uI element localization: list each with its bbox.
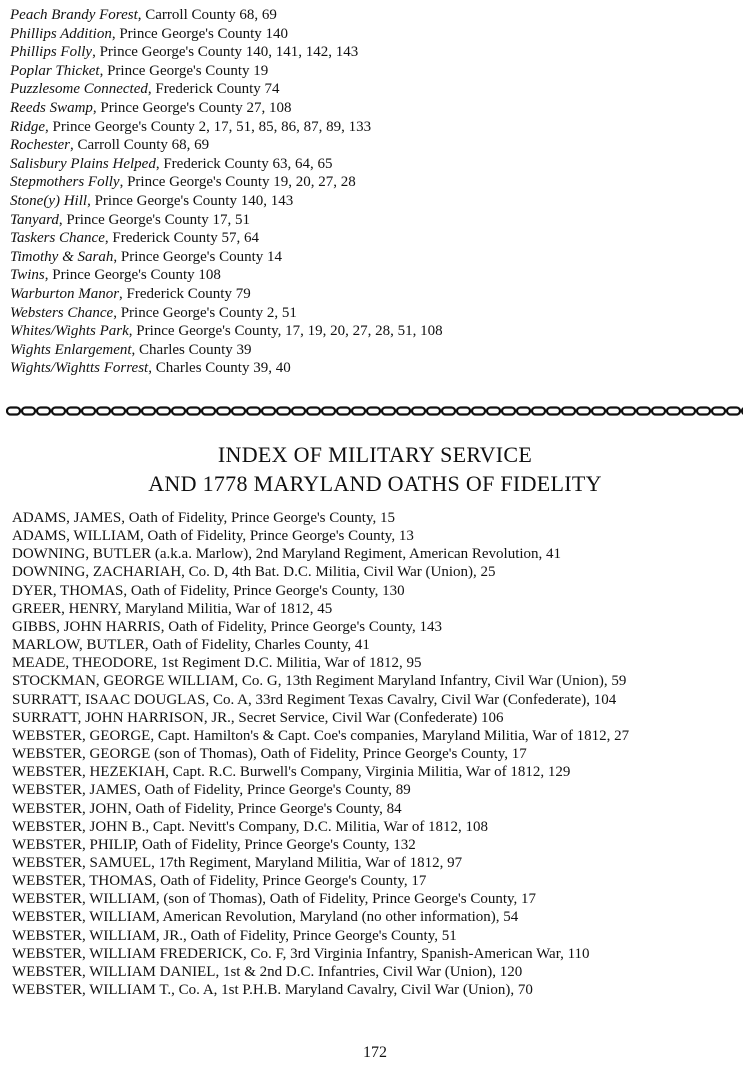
place-name: Puzzlesome Connected xyxy=(10,81,148,98)
place-detail: , Prince George's County 140 xyxy=(111,25,288,42)
index-entry xyxy=(10,155,443,174)
place-detail: , Charles County 39, 40 xyxy=(148,360,291,377)
military-entry: WEBSTER, PHILIP, Oath of Fidelity, Prince George's County, 132 xyxy=(12,836,416,853)
heading-line-2: AND 1778 MARYLAND OATHS OF FIDELITY xyxy=(148,471,602,496)
place-name: Wights Enlargement xyxy=(10,341,132,358)
military-entry: WEBSTER, WILLIAM T., Co. A, 1st P.H.B. Maryland Cavalry, Civil War (Union), 70 xyxy=(12,982,533,999)
place-name: Phillips Addition xyxy=(10,25,112,42)
index-entry xyxy=(10,43,443,62)
military-entry: WEBSTER, JOHN, Oath of Fidelity, Prince George's County, 84 xyxy=(12,800,402,817)
place-name: Salisbury Plains Helped xyxy=(10,155,156,172)
index-entry xyxy=(10,229,443,248)
military-entry: DOWNING, ZACHARIAH, Co. D, 4th Bat. D.C. Militia, Civil War (Union), 25 xyxy=(12,564,496,581)
index-entry xyxy=(10,136,443,155)
military-entry: GIBBS, JOHN HARRIS, Oath of Fidelity, Prince George's County, 143 xyxy=(12,618,443,635)
military-entry: WEBSTER, GEORGE, Capt. Hamilton's & Capt. Coe's companies, Maryland Militia, War of 1812, 27 xyxy=(12,727,630,744)
place-name-index xyxy=(10,6,443,378)
place-detail: , Carroll County 68, 69 xyxy=(69,137,210,154)
place-name: Stone(y) Hill xyxy=(10,192,88,209)
military-entry: WEBSTER, SAMUEL, 17th Regiment, Maryland Militia, War of 1812, 97 xyxy=(12,854,463,871)
military-entry: WEBSTER, WILLIAM DANIEL, 1st & 2nd D.C. Infantries, Civil War (Union), 120 xyxy=(12,963,523,980)
section-heading xyxy=(0,440,750,498)
military-entry: DOWNING, BUTLER (a.k.a. Marlow), 2nd Maryland Regiment, American Revolution, 41 xyxy=(12,546,562,563)
place-detail: , Frederick County 74 xyxy=(147,81,280,98)
place-name: Taskers Chance xyxy=(10,230,105,247)
place-detail: , Prince George's County 2, 17, 51, 85, 86, 87, 89, 133 xyxy=(45,118,372,135)
place-detail: , Prince George's County 27, 108 xyxy=(92,99,292,116)
place-detail: , Prince George's County 2, 51 xyxy=(113,304,297,321)
place-detail: , Carroll County 68, 69 xyxy=(137,7,277,23)
index-entry xyxy=(10,80,443,99)
military-entry: WEBSTER, JOHN B., Capt. Nevitt's Company, D.C. Militia, War of 1812, 108 xyxy=(12,818,489,835)
place-name: Warburton Manor xyxy=(10,285,120,302)
military-entry: WEBSTER, WILLIAM FREDERICK, Co. F, 3rd Virginia Infantry, Spanish-American War, 110 xyxy=(12,945,590,962)
military-entry: ADAMS, JAMES, Oath of Fidelity, Prince George's County, 15 xyxy=(12,510,395,526)
place-detail: , Prince George's County 140, 143 xyxy=(87,192,294,209)
page-number: 172 xyxy=(363,1044,387,1061)
military-entry: WEBSTER, WILLIAM, JR., Oath of Fidelity, Prince George's County, 51 xyxy=(12,927,457,944)
heading-line-1: INDEX OF MILITARY SERVICE xyxy=(217,442,533,467)
place-name: Tanyard xyxy=(10,211,59,228)
military-entry: SURRATT, JOHN HARRISON, JR., Secret Service, Civil War (Confederate) 106 xyxy=(12,709,504,726)
military-entry: WEBSTER, WILLIAM, American Revolution, Maryland (no other information), 54 xyxy=(12,909,519,926)
index-entry xyxy=(10,211,443,230)
place-detail: , Prince George's County, 17, 19, 20, 27, 28, 51, 108 xyxy=(128,323,443,340)
military-entry: STOCKMAN, GEORGE WILLIAM, Co. G, 13th Regiment Maryland Infantry, Civil War (Union), 59 xyxy=(12,673,627,690)
place-detail: , Frederick County 57, 64 xyxy=(104,230,260,247)
index-entry xyxy=(10,173,443,192)
place-detail: , Charles County 39 xyxy=(131,341,252,358)
place-detail: , Prince George's County 19 xyxy=(99,62,269,79)
place-detail: , Frederick County 63, 64, 65 xyxy=(155,155,333,172)
index-entry xyxy=(10,25,443,44)
military-entry: WEBSTER, HEZEKIAH, Capt. R.C. Burwell's Company, Virginia Militia, War of 1812, 129 xyxy=(12,764,571,781)
chain-divider xyxy=(6,405,743,417)
index-entry xyxy=(10,192,443,211)
military-entry: GREER, HENRY, Maryland Militia, War of 1812, 45 xyxy=(12,600,333,617)
index-entry xyxy=(10,341,443,360)
place-name: Rochester xyxy=(10,137,70,154)
military-entry: WEBSTER, WILLIAM, (son of Thomas), Oath of Fidelity, Prince George's County, 17 xyxy=(12,891,537,908)
place-name: Ridge xyxy=(10,118,45,135)
index-entry xyxy=(10,359,443,378)
place-name: Timothy & Sarah xyxy=(10,248,114,265)
military-entry: WEBSTER, GEORGE (son of Thomas), Oath of Fidelity, Prince George's County, 17 xyxy=(12,746,527,763)
place-name: Stepmothers Folly xyxy=(10,174,120,191)
index-entry xyxy=(10,248,443,267)
military-entry: MARLOW, BUTLER, Oath of Fidelity, Charles County, 41 xyxy=(12,637,370,654)
military-service-index xyxy=(12,509,629,999)
military-entry: ADAMS, WILLIAM, Oath of Fidelity, Prince George's County, 13 xyxy=(12,528,414,545)
index-entry xyxy=(10,322,443,341)
military-entry: MEADE, THEODORE, 1st Regiment D.C. Militia, War of 1812, 95 xyxy=(12,655,422,672)
military-entry: DYER, THOMAS, Oath of Fidelity, Prince George's County, 130 xyxy=(12,582,405,599)
index-entry xyxy=(10,266,443,285)
place-detail: , Prince George's County 108 xyxy=(44,267,221,284)
place-name: Whites/Wights Park xyxy=(10,323,129,340)
place-detail: , Prince George's County 17, 51 xyxy=(58,211,251,228)
military-entry: WEBSTER, THOMAS, Oath of Fidelity, Prince George's County, 17 xyxy=(12,873,427,890)
index-entry xyxy=(10,118,443,137)
index-entry xyxy=(10,99,443,118)
index-entry xyxy=(10,304,443,323)
military-entry: WEBSTER, JAMES, Oath of Fidelity, Prince George's County, 89 xyxy=(12,782,411,799)
place-detail: , Frederick County 79 xyxy=(119,285,251,302)
place-detail: , Prince George's County 14 xyxy=(113,248,283,265)
military-entry: SURRATT, ISAAC DOUGLAS, Co. A, 33rd Regiment Texas Cavalry, Civil War (Confederate), 104 xyxy=(12,691,617,708)
place-name: Twins xyxy=(10,267,45,284)
place-name: Wights/Wightts Forrest xyxy=(10,360,149,377)
index-entry xyxy=(10,285,443,304)
place-name: Peach Brandy Forest xyxy=(10,7,138,23)
place-name: Reeds Swamp xyxy=(10,99,93,116)
index-entry xyxy=(10,62,443,81)
place-name: Poplar Thicket xyxy=(10,62,100,79)
place-name: Phillips Folly xyxy=(10,44,93,61)
place-detail: , Prince George's County 140, 141, 142, 143 xyxy=(92,44,359,61)
index-entry xyxy=(10,6,443,25)
place-detail: , Prince George's County 19, 20, 27, 28 xyxy=(119,174,356,191)
place-name: Websters Chance xyxy=(10,304,114,321)
